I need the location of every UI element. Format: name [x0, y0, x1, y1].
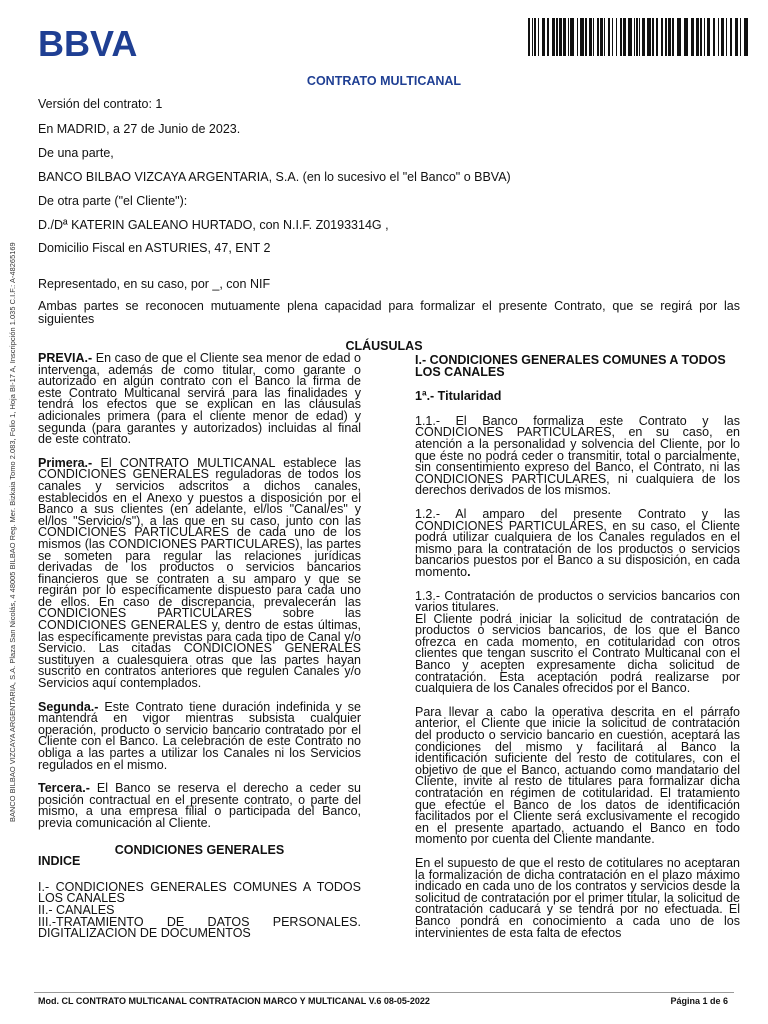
barcode-bar: [608, 18, 610, 56]
paragraph-1-1: 1.1.- El Banco formaliza este Contrato y las CONDICIONES PARTICULARES, en su caso, en atención a la personalidad y solvencia del Cliente, por lo que éste no podrá ceder o transmitir, total o parcialmente, sin consentimiento expreso del Banco, el Contrato, ni las CONDICIONES PARTICULARES, ni cualquiera de los derechos derivados de los mismos.: [415, 413, 740, 498]
barcode-bar: [559, 18, 562, 56]
barcode-bar: [552, 18, 555, 56]
clause-tercera: [38, 783, 361, 829]
barcode-bar: [568, 18, 569, 56]
footer-divider: [34, 992, 734, 993]
barcode-bar: [620, 18, 622, 56]
barcode-bar: [547, 18, 549, 56]
clause-label: Tercera.-: [38, 781, 90, 796]
barcode-bar: [616, 18, 617, 56]
barcode-bar: [665, 18, 667, 56]
clause-text: El CONTRATO MULTICANAL establece las CONDICIONES GENERALES reguladoras de todos los canales y servicios adscritos a dichos canales, establecidos en el Anexo y puestos a disposición por el Banco a sus clientes (en adelante, el/los "Canal/es" y el/los "Servicio/s"), a las que en su caso, junto con las CONDICIONES PARTICULARES de cada uno de los mismos (las CONDICIONES PARTICULARES), las partes se someten para regular las relaciones jurídicas derivadas de los productos o servicios bancarios financieros que se contraten a su amparo y que se regirán por lo específicamente dispuesto para cada uno de ellos. En caso de discrepancia, prevalecerán las CONDICIONES PARTICULARES sobre las CONDICIONES GENERALES y, dentro de estas últimas, las específicamente previstas para cada tipo de Canal y/o Servicio. Las citadas CONDICIONES GENERALES sustituyen a cualesquiera otras que las partes hayan suscrito en contratos anteriores que regulen Canales y/o Servicios aquí contemplados.: [38, 455, 361, 691]
place-date: En MADRID, a 27 de Junio de 2023.: [38, 122, 241, 136]
section-heading: I.- CONDICIONES GENERALES COMUNES A TODOS LOS CANALES: [415, 353, 726, 379]
barcode-bar: [528, 18, 530, 56]
bbva-logo: [38, 26, 162, 60]
left-column: [38, 353, 361, 940]
barcode-bar: [623, 18, 626, 56]
condiciones-generales-heading: CONDICIONES GENERALES: [114, 842, 285, 857]
clause-label: Primera.-: [38, 455, 93, 470]
barcode-bar: [668, 18, 671, 56]
intro-paragraph: Ambas partes se reconocen mutuamente plena capacidad para formalizar el presente Contrato, que se regirá por las siguientes: [38, 299, 740, 326]
contract-version: Versión del contrato: 1: [38, 97, 163, 111]
barcode-bar: [726, 18, 727, 56]
barcode-bar: [636, 18, 638, 56]
barcode-bar: [740, 18, 741, 56]
barcode-bar: [628, 18, 632, 56]
barcode-bar: [691, 18, 694, 56]
clause-primera: [38, 455, 361, 691]
barcode-bar: [639, 18, 640, 56]
barcode: [528, 18, 748, 56]
barcode-bar: [677, 18, 681, 56]
barcode-bar: [556, 18, 558, 56]
barcode-bar: [589, 18, 592, 56]
barcode-bar: [600, 18, 603, 56]
bank-name: BANCO BILBAO VIZCAYA ARGENTARIA, S.A. (en lo sucesivo el "el Banco" o BBVA): [38, 170, 511, 184]
barcode-bar: [532, 18, 533, 56]
subsection-heading: 1ª.- Titularidad: [415, 389, 502, 404]
paragraph-text: 1.2.- Al amparo del presente Contrato y las CONDICIONES PARTICULARES, en su caso, el Cliente podrá utilizar cualquiera de los Canales regulados en el mismo para la contratación de los productos o servicios bancarios puestos por el Banco a su disposición, en cada momento: [415, 506, 740, 579]
indice-item: III.-TRATAMIENTO DE DATOS PERSONALES. DIGITALIZACION DE DOCUMENTOS: [38, 914, 361, 941]
barcode-bar: [604, 18, 605, 56]
barcode-bar: [634, 18, 635, 56]
barcode-bar: [684, 18, 688, 56]
barcode-bar: [593, 18, 594, 56]
paragraph-1-3-body: El Cliente podrá iniciar la solicitud de contratación de productos o servicios bancarios, de los que el Banco ofrezca en cada momento, en cotitularidad con otros clientes que tengan suscrito el Contrato Multicanal con el Banco y acepten expresamente dicha solicitud de contratación. Esta aceptación podrá realizarse por cualquiera de los Canales ofrecidos por el Banco.: [415, 611, 740, 696]
clausulas-heading: CLÁUSULAS: [345, 339, 423, 353]
clause-previa: [38, 353, 361, 446]
indice-item: II.- CANALES: [38, 902, 115, 917]
clause-text: En caso de que el Cliente sea menor de edad o intervenga, además de como titular, como garante o autorizado en algún contrato con el Banco la firma de este Contrato Multicanal servirá para las finalidades y tendrá los efectos que se explican en las cláusulas adicionales primera (para el cliente menor de edad) y segunda (para garantes y autorizados) incluidas al final de este contrato.: [38, 351, 361, 447]
representative: Representado, en su caso, por _, con NIF: [38, 277, 271, 291]
clause-label: Segunda.-: [38, 699, 99, 714]
barcode-bar: [585, 18, 587, 56]
clause-label: PREVIA.-: [38, 351, 93, 365]
barcode-bar: [538, 18, 539, 56]
barcode-bar: [542, 18, 545, 56]
clause-text: El Banco se reserva el derecho a ceder su posición contractual en el presente contrato, o parte del mismo, a una empresa filial o participada del Banco, previa comunicación al Cliente.: [38, 781, 361, 830]
client-address: Domicilio Fiscal en ASTURIES, 47, ENT 2: [38, 241, 271, 255]
barcode-bar: [534, 18, 536, 56]
paragraph-1-3-title: 1.3.- Contratación de productos o servicios bancarios con varios titulares.: [415, 588, 740, 615]
barcode-bar: [577, 18, 578, 56]
client-name: D./Dª KATERIN GALEANO HURTADO, con N.I.F. Z0193314G ,: [38, 218, 389, 232]
barcode-bar: [647, 18, 651, 56]
barcode-bar: [707, 18, 710, 56]
barcode-bar: [612, 18, 613, 56]
page-number: Página 1 de 6: [670, 996, 728, 1006]
barcode-bar: [672, 18, 674, 56]
indice-heading: INDICE: [38, 854, 81, 869]
barcode-bar: [652, 18, 654, 56]
barcode-bar: [597, 18, 599, 56]
paragraph-end: .: [467, 564, 471, 579]
clause-text: Este Contrato tiene duración indefinida y se mantendrá en vigor mientras subsista cualquier operación, producto o servicio bancario contratado por el Cliente con el Banco. La celebración de este Contrato no obliga a las partes a utilizar los Canales ni los Servicios regulados en el mismo.: [38, 699, 361, 772]
barcode-bar: [656, 18, 658, 56]
second-party-label: De otra parte ("el Cliente"):: [38, 194, 188, 208]
barcode-bar: [700, 18, 702, 56]
barcode-bar: [696, 18, 699, 56]
paragraph-1-2: [415, 506, 740, 579]
barcode-bar: [721, 18, 724, 56]
barcode-bar: [718, 18, 719, 56]
first-party-label: De una parte,: [38, 146, 114, 160]
footer-model: Mod. CL CONTRATO MULTICANAL CONTRATACION MARCO Y MULTICANAL V.6 08-05-2022: [38, 996, 430, 1006]
right-column: [415, 355, 740, 939]
barcode-bar: [730, 18, 732, 56]
barcode-bar: [704, 18, 705, 56]
paragraph-cotitulares: En el supuesto de que el resto de cotitulares no aceptaran la formalización de dicha contratación en el plazo máximo indicado en cada uno de los contratos y servicios desde la solicitud de contratación por el primer titular, la solicitud de contratación caducará y se tendrá por no efectuada. El Banco pondrá en conocimiento a cada uno de los intervinientes de esta falta de efectos: [415, 855, 740, 940]
paragraph-operativa: Para llevar a cabo la operativa descrita en el párrafo anterior, el Cliente que inicie la solicitud de contratación del producto o servicio bancario en cuestión, aceptará las condiciones del mismo y facilitará al Banco la identificación suficiente del resto de cotitulares, con el objetivo de que el Banco, actuando como mandatario del Cliente, invite al resto de titulares para formalizar dicha contratación en régimen de cotitularidad. El tratamiento que efectúe el Banco de los datos de identificación facilitados por el Cliente será exclusivamente el recogido en el presente apartado, actuando el Banco en todo momento por cuenta del Cliente mandante.: [415, 704, 740, 847]
barcode-bar: [744, 18, 748, 56]
barcode-bar: [735, 18, 738, 56]
indice-item: I.- CONDICIONES GENERALES COMUNES A TODOS LOS CANALES: [38, 879, 361, 906]
legal-side-text: BANCO BILBAO VIZCAYA ARGENTARIA, S.A. Plaza San Nicolás, 4 48005 BILBAO Reg. Mer. Bizkaia Tomo 2.083, Folio 1, Hoja BI-17 A, Inscripción 1.035 C.I.F.: A-48265169: [8, 242, 17, 822]
barcode-bar: [580, 18, 584, 56]
clause-segunda: [38, 699, 361, 772]
barcode-bar: [661, 18, 663, 56]
document-title: CONTRATO MULTICANAL: [306, 74, 462, 88]
barcode-bar: [563, 18, 566, 56]
barcode-bar: [642, 18, 645, 56]
barcode-bar: [713, 18, 715, 56]
barcode-bar: [570, 18, 574, 56]
bbva-logo-text: BBVA: [38, 26, 138, 60]
